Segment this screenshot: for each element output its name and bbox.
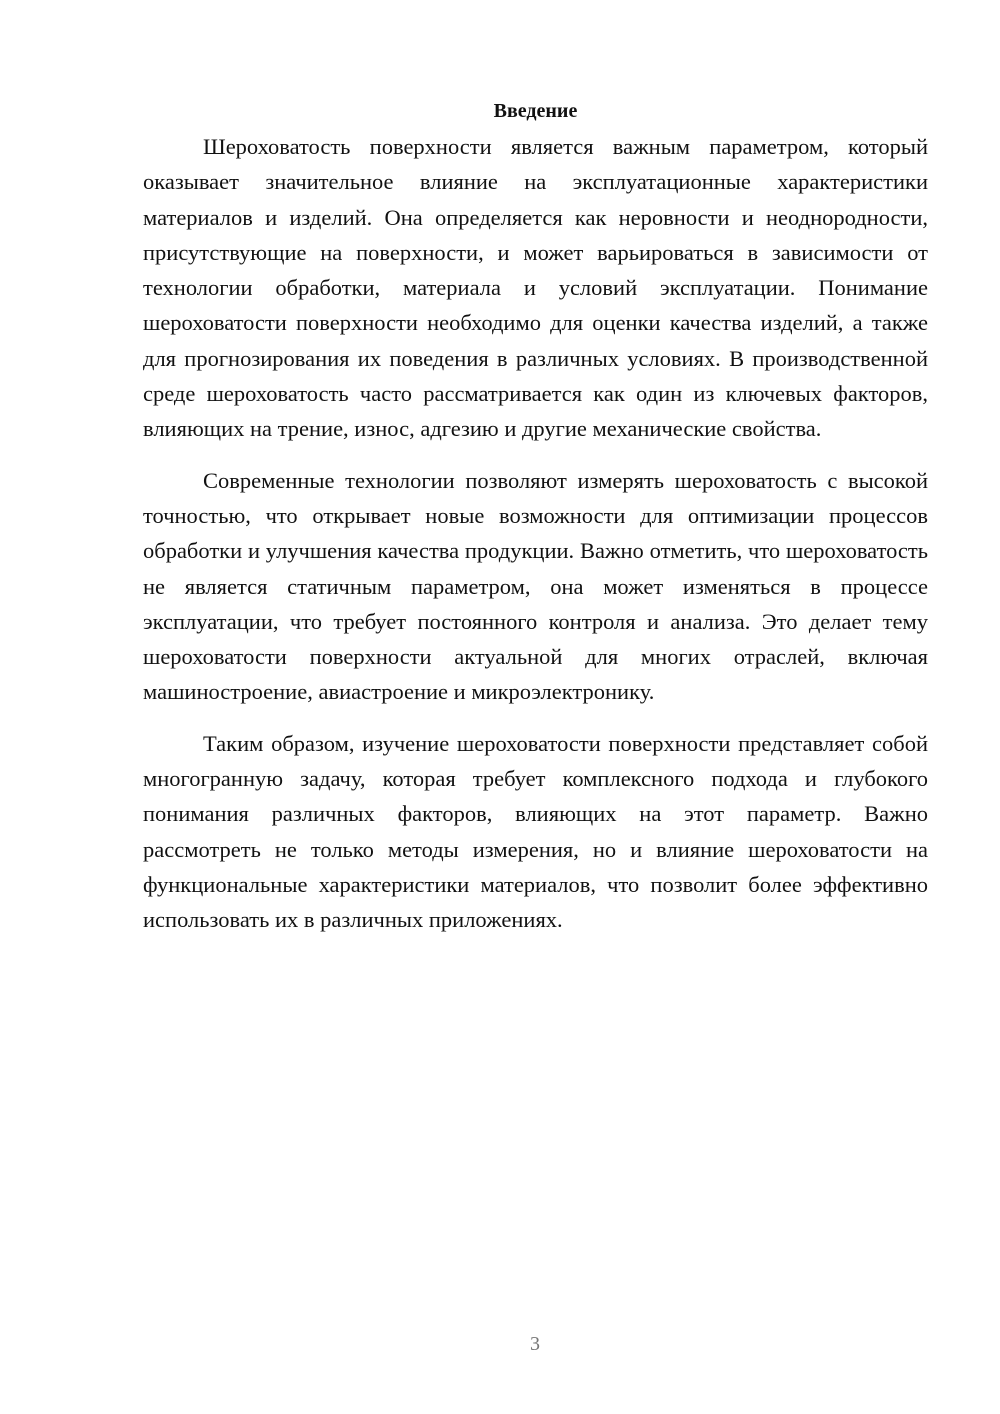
paragraph-3: Таким образом, изучение шероховатости поверхности представляет собой многогранную задачу, которая требует комплексного подхода и глубокого понимания различных факторов, влияющих на этот параметр. Важно рассмотреть не только методы измерения, но и влияние шероховатости на функциональные характеристики материалов, что позволит более эффективно использовать их в различных приложениях. bbox=[143, 730, 928, 933]
page-number: 3 bbox=[530, 1333, 540, 1355]
paragraph-2: Современные технологии позволяют измерять шероховатость с высокой точностью, что открывает новые возможности для оптимизации процессов обработки и улучшения качества продукции. Важно отметить, что шероховатость не является статичным параметром, она может изменяться в процессе эксплуатации, что требует постоянного контроля и анализа. Это делает тему шероховатости поверхности актуальной для многих отраслей, включая машиностроение, авиастроение и микроэлектронику. bbox=[143, 467, 928, 705]
section-title: Введение bbox=[493, 100, 578, 122]
paragraph-1: Шероховатость поверхности является важным параметром, который оказывает значительное влияние на эксплуатационные характеристики материалов и изделий. Она определяется как неровности и неоднородности, присутствующие на поверхности, и может варьироваться в зависимости от технологии обработки, материала и условий эксплуатации. Понимание шероховатости поверхности необходимо для оценки качества изделий, а также для прогнозирования их поведения в различных условиях. В производственной среде шероховатость часто рассматривается как один из ключевых факторов, влияющих на трение, износ, адгезию и другие механические свойства. bbox=[143, 134, 928, 442]
page-content bbox=[143, 95, 928, 954]
